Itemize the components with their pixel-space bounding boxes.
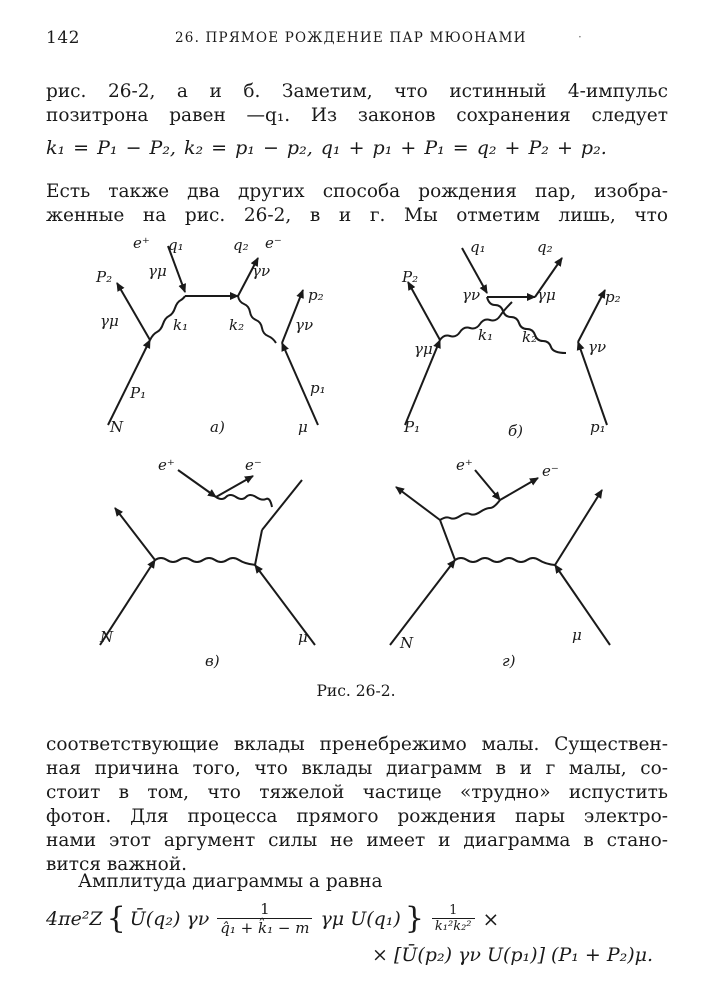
muon-in-line: [555, 565, 610, 645]
label-e-plus: e⁺: [133, 234, 150, 252]
muon-out-line: [578, 290, 605, 342]
page-number: 142: [46, 28, 80, 48]
amplitude-line-1: [46, 900, 499, 937]
label-gamma-mu: γμ: [148, 262, 167, 280]
label-e-minus: e⁻: [265, 234, 282, 252]
paragraph-3-line-4: фотон. Для процесса прямого рождения пары электро-: [46, 806, 668, 827]
nucleus-out-line: [408, 282, 440, 340]
amplitude-vertex: γμ U(q₁): [320, 907, 401, 930]
propagator-fraction: [217, 900, 312, 937]
running-title: 26. ПРЯМОЕ РОЖДЕНИЕ ПАР МЮОНАМИ: [175, 30, 527, 46]
paragraph-2-line-1: Есть также два других способа рождения пар, изобра-: [46, 181, 668, 202]
label-p1: p₁: [590, 418, 606, 436]
label-k1: k₁: [173, 316, 189, 334]
paragraph-2-line-2: женные на рис. 26-2, в и г. Мы отметим лишь, что: [46, 205, 668, 226]
label-e-minus: e⁻: [245, 456, 262, 474]
amplitude-spinor: Ū(q₂) γν: [129, 907, 210, 930]
label-p2: p₂: [605, 288, 621, 306]
paragraph-3-line-2: ная причина того, что вклады диаграмм в и г малы, со-: [46, 758, 668, 779]
photon-nucleus-muon: [455, 558, 555, 565]
diagram-g: [390, 470, 610, 645]
electron-out-line: [216, 476, 253, 497]
label-k1: k₁: [478, 326, 494, 344]
nucleus-mid-line: [440, 520, 455, 560]
muon-out-line: [262, 480, 302, 530]
photon-pair: [216, 495, 272, 507]
label-e-minus: e⁻: [542, 462, 559, 480]
conservation-formula: k₁ = P₁ − P₂, k₂ = p₁ − p₂, q₁ + p₁ + P₁ = q₂ + P₂ + p₂.: [46, 137, 607, 159]
nucleus-out-line: [115, 508, 155, 560]
label-mu: μ: [298, 418, 308, 436]
label-q2: q₂: [537, 238, 553, 256]
label-gamma-nu-2: γν: [588, 338, 607, 356]
label-p1: p₁: [310, 379, 326, 397]
label-gamma-mu-2: γμ: [414, 340, 433, 358]
label-e-plus: e⁺: [158, 456, 175, 474]
paragraph-3-line-1: соответствующие вклады пренебрежимо малы. Существен-: [46, 734, 668, 755]
label-mu: μ: [298, 628, 308, 646]
feynman-figure: [0, 228, 712, 698]
nucleus-in-line: [108, 340, 150, 425]
label-q2: q₂: [233, 236, 249, 254]
panel-label-g: г): [502, 652, 516, 670]
muon-out-line: [555, 490, 602, 565]
photon-denominator: k₁²k₂²: [434, 919, 472, 934]
label-e-plus: e⁺: [456, 456, 473, 474]
figure-caption: Рис. 26-2.: [316, 682, 396, 700]
photon-numerator: 1: [432, 903, 475, 919]
panel-label-v: в): [205, 652, 220, 670]
paragraph-3-line-3: стоит в том, что тяжелой частице «трудно» испустить: [46, 782, 668, 803]
times-sign: ×: [482, 906, 500, 931]
label-k2: k₂: [522, 328, 538, 346]
nucleus-in-line: [390, 560, 455, 645]
paragraph-3-line-6: вится важной.: [46, 854, 188, 875]
label-gamma-nu: γν: [462, 286, 481, 304]
label-q1: q₁: [470, 238, 486, 256]
label-P1: P₁: [404, 418, 421, 436]
propagator-numerator: 1: [217, 900, 312, 919]
label-gamma-mu: γμ: [537, 286, 556, 304]
label-q1: q₁: [168, 236, 184, 254]
electron-out-line: [500, 478, 538, 500]
label-k2: k₂: [229, 316, 245, 334]
positron-line: [475, 470, 500, 500]
label-p2: p₂: [308, 286, 324, 304]
paragraph-1-line-2: позитрона равен —q₁. Из законов сохранения следует: [46, 105, 668, 126]
label-gamma-nu-2: γν: [295, 316, 314, 334]
paragraph-3-line-5: нами этот аргумент силы не имеет и диаграмма в стано-: [46, 830, 668, 851]
label-P2: P₂: [402, 268, 419, 286]
propagator-denominator: q̂₁ + k̂₁ − m: [220, 919, 310, 937]
label-P2: P₂: [96, 268, 113, 286]
photon-nucleus-muon: [155, 558, 256, 565]
panel-label-a: а): [210, 418, 225, 436]
paragraph-1-line-1: рис. 26-2, а и б. Заметим, что истинный 4-импульс: [46, 81, 668, 102]
positron-line: [178, 470, 216, 497]
photon-pair: [440, 500, 500, 520]
label-N: N: [110, 418, 124, 436]
label-mu: μ: [572, 626, 582, 644]
label-gamma-nu: γν: [252, 262, 271, 280]
open-brace: {: [106, 900, 126, 936]
nucleus-out-line: [396, 487, 440, 520]
photon-fraction: [432, 903, 475, 934]
label-N: N: [100, 628, 114, 646]
amplitude-prefix: 4πe²Z: [46, 907, 103, 930]
panel-label-b: б): [508, 422, 524, 440]
label-P1: P₁: [130, 384, 147, 402]
label-N: N: [400, 634, 414, 652]
nucleus-out-line: [117, 283, 150, 340]
paragraph-4: Амплитуда диаграммы а равна: [78, 871, 383, 892]
header-mark: ·: [578, 30, 582, 44]
amplitude-line-2: × [Ū(p₂) γν U(p₁)] (P₁ + P₂)μ.: [372, 944, 654, 966]
diagram-v: [100, 470, 315, 645]
diagram-b: [405, 248, 607, 425]
close-brace: }: [404, 900, 424, 936]
muon-mid-line: [255, 530, 262, 565]
label-gamma-mu-2: γμ: [100, 312, 119, 330]
